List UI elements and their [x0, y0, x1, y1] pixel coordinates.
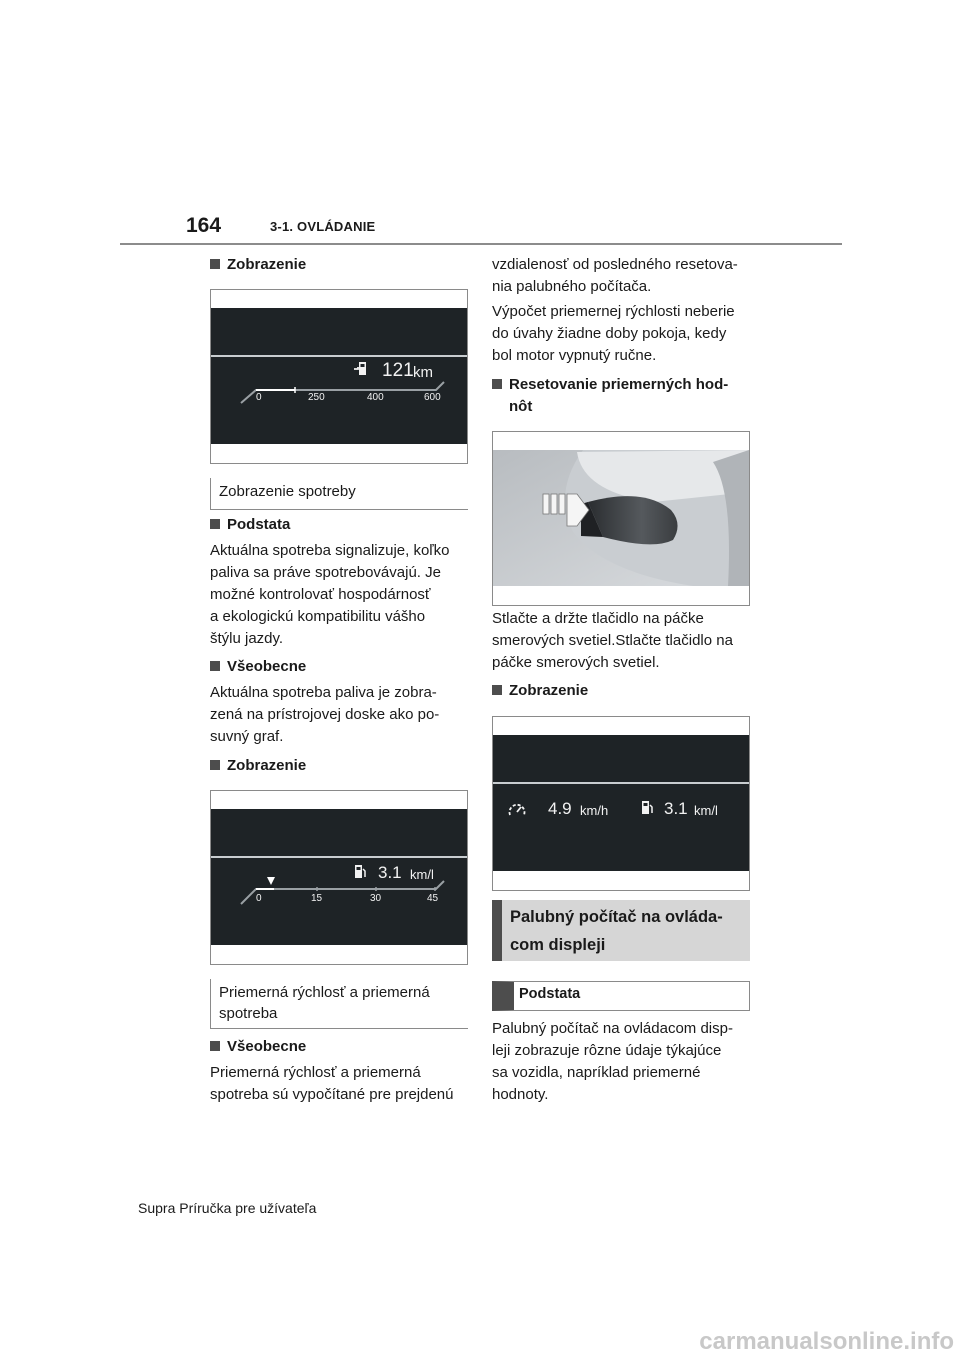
paragraph: Stlačte a držte tlačidlo na páčke smerových svetiel.Stlačte tlačidlo na páčke smerových svetiel.	[492, 610, 733, 671]
graph-track	[241, 382, 444, 403]
fuel-value: 3.1	[664, 799, 688, 818]
speedometer-icon	[507, 801, 527, 817]
paragraph: Priemerná rýchlosť a priemerná spotreba sú vypočítané pre prejdenú	[210, 1064, 454, 1103]
heading-zobrazenie-3: Zobrazenie	[492, 680, 588, 702]
fuel-unit: km/l	[694, 803, 718, 818]
tick-label: 0	[256, 392, 262, 403]
heading-resetovanie: Resetovanie priemerných hod- nôt	[492, 374, 754, 418]
tick-label: 45	[427, 893, 439, 904]
bullet-square-icon	[492, 685, 502, 695]
bullet-square-icon	[210, 760, 220, 770]
average-marker-icon	[267, 877, 275, 885]
page-number: 164	[186, 214, 222, 237]
paragraph: Palubný počítač na ovládacom disp- leji zobrazuje rôzne údaje týkajúce sa vozidla, napríklad priemerné hodnoty.	[492, 1020, 733, 1103]
consumption-unit: km/l	[410, 867, 434, 882]
header-rule	[120, 243, 842, 245]
heading-vseobecne-1: Všeobecne	[210, 656, 306, 678]
tick-label: 15	[311, 893, 323, 904]
bullet-square-icon	[492, 379, 502, 389]
display-screen	[211, 809, 467, 945]
speed-unit: km/h	[580, 803, 609, 818]
tick-label: 250	[308, 392, 325, 403]
heading-zobrazenie-1: Zobrazenie	[210, 254, 306, 276]
speed-value: 4.9	[548, 799, 572, 818]
fuel-pump-icon	[636, 800, 654, 816]
graph-track	[241, 881, 444, 904]
range-unit: km	[413, 364, 433, 381]
figure-stalk-illustration	[492, 431, 750, 606]
paragraph: Aktuálna spotreba signalizuje, koľko paliva sa práve spotrebovávajú. Je možné kontrolovať hospodárnosť a ekologickú kompatibilitu vášho štýlu jazdy.	[210, 542, 450, 647]
figure-caption: Zobrazenie spotreby	[210, 478, 468, 510]
stalk-illustration	[493, 432, 749, 605]
figure-average-display	[210, 790, 468, 965]
tick-label: 600	[424, 392, 441, 403]
section-title: Palubný počítač na ovláda- com displeji	[492, 900, 750, 961]
bullet-square-icon	[210, 519, 220, 529]
consumption-value: 3.1	[378, 863, 402, 882]
subsection-title: Podstata	[492, 981, 750, 1011]
heading-zobrazenie-2: Zobrazenie	[210, 755, 306, 777]
fuel-pump-icon	[349, 864, 367, 880]
bullet-square-icon	[210, 1041, 220, 1051]
tick-label: 0	[256, 893, 262, 904]
tick-label: 30	[370, 893, 382, 904]
bullet-square-icon	[210, 259, 220, 269]
footer-title: Supra Príručka pre užívateľa	[138, 1200, 317, 1216]
range-value: 121	[382, 360, 414, 381]
display-separator	[493, 782, 749, 784]
tick-label: 400	[367, 392, 384, 403]
paragraph: Výpočet priemernej rýchlosti neberie do úvahy žiadne doby pokoja, kedy bol motor vypnutý ručne.	[492, 303, 735, 364]
display-screen	[493, 735, 749, 871]
paragraph: Aktuálna spotreba paliva je zobra- zená na prístrojovej doske ako po- suvný graf.	[210, 684, 440, 745]
heading-vseobecne-2: Všeobecne	[210, 1036, 306, 1058]
figure-caption: Priemerná rýchlosť a priemerná spotreba	[210, 979, 468, 1029]
paragraph: vzdialenosť od posledného resetova- nia palubného počítača.	[492, 256, 738, 295]
figure-average-readout	[492, 716, 750, 891]
bullet-square-icon	[210, 661, 220, 671]
fuel-pump-icon	[353, 361, 371, 377]
heading-podstata: Podstata	[210, 514, 290, 536]
display-screen	[211, 308, 467, 444]
chapter-title: 3-1. OVLÁDANIE	[270, 219, 376, 234]
watermark: carmanualsonline.info	[699, 1328, 954, 1355]
figure-consumption-display	[210, 289, 468, 464]
